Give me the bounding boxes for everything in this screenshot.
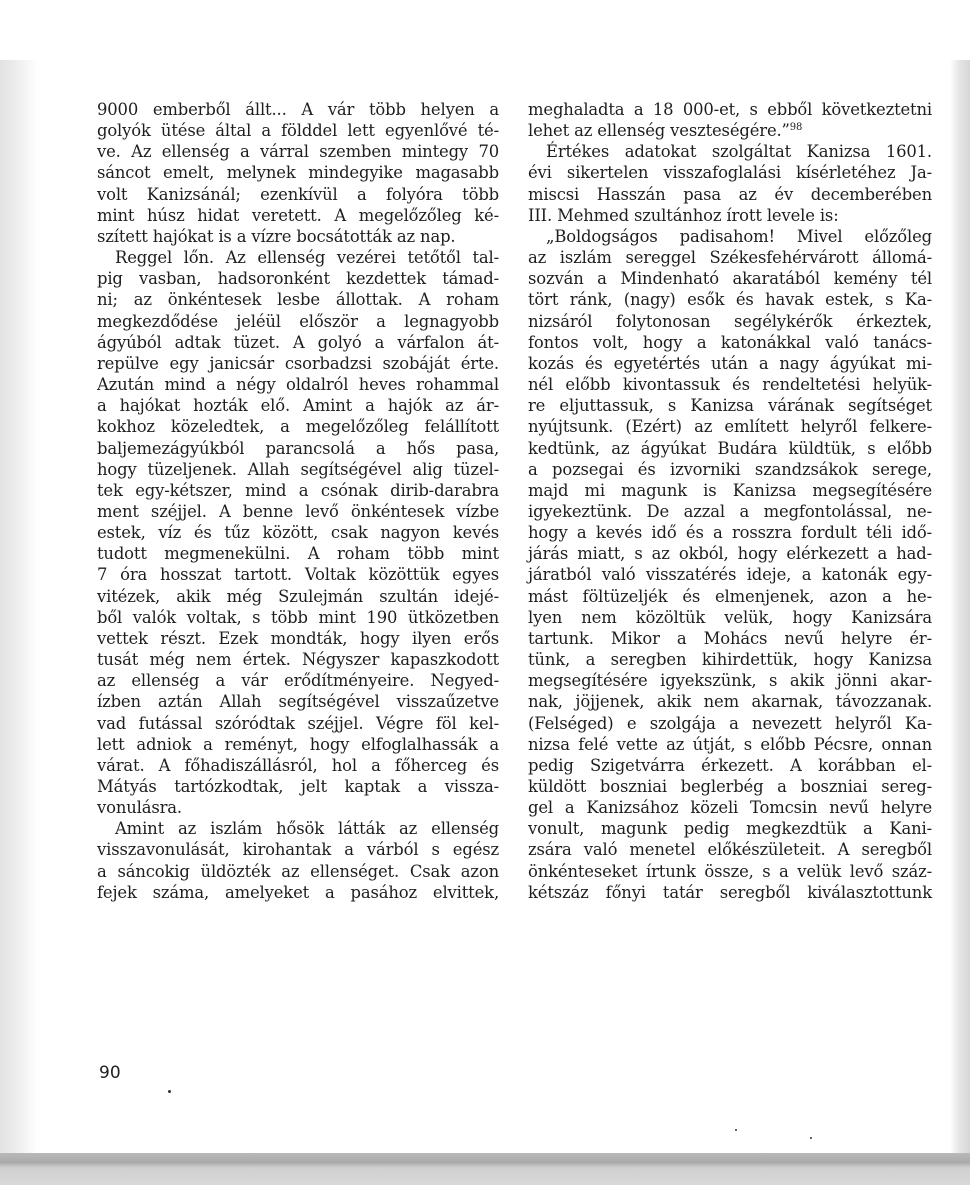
text-line	[97, 205, 499, 226]
text-line	[528, 311, 932, 332]
text-line	[97, 839, 499, 860]
text-line	[528, 649, 932, 670]
text-line	[528, 205, 932, 226]
scan-speck	[735, 1129, 737, 1131]
text-line	[528, 501, 932, 522]
text-line	[528, 226, 932, 247]
text-line-content: várat. A főhadiszállásról, hol a főherceg és	[97, 755, 499, 775]
text-line	[97, 522, 499, 543]
text-line-content: vonult, magunk pedig megkezdtük a Kani-	[528, 819, 932, 839]
text-line	[97, 882, 499, 903]
text-line	[528, 141, 932, 162]
text-line	[97, 755, 499, 776]
text-line	[97, 501, 499, 522]
text-line	[528, 818, 932, 839]
text-line	[528, 374, 932, 395]
text-line-content: kozás és egyetértés után a nagy ágyúkat mi-	[528, 353, 932, 373]
text-line-content: kétszáz főnyi tatár seregből kiválasztottunk	[528, 882, 932, 902]
text-line	[528, 268, 932, 289]
text-line	[97, 268, 499, 289]
text-line	[528, 734, 932, 755]
text-line	[528, 395, 932, 416]
text-line-content: kokhoz közeledtek, a megelőzőleg felállított	[97, 417, 499, 437]
text-line	[97, 543, 499, 564]
text-line	[97, 459, 499, 480]
text-line-content: mást föltüzeljék és elmenjenek, azon a he-	[528, 586, 932, 606]
text-line	[528, 882, 932, 903]
text-line	[97, 311, 499, 332]
text-line-content: hogy a kevés idő és a rosszra fordult téli idő-	[528, 523, 932, 543]
text-line	[528, 797, 932, 818]
text-line-content: baljemezágyúkból parancsolá a hős pasa,	[97, 438, 499, 458]
text-line	[97, 818, 499, 839]
text-line-content: tartunk. Mikor a Mohács nevű helyre ér-	[528, 628, 932, 648]
text-line	[528, 353, 932, 374]
text-line-content: tört ránk, (nagy) esők és havak estek, s Ka-	[528, 290, 932, 310]
text-line-content: estek, víz és tűz között, csak nagyon kevés	[97, 523, 499, 543]
scan-shadow-right	[950, 60, 970, 1170]
text-line-content: évi sikertelen visszafoglalási kísérletéhez Ja-	[528, 163, 932, 183]
text-line	[97, 184, 499, 205]
text-line-content: ből valók voltak, s több mint 190 ütközetben	[97, 607, 499, 627]
left-text-column	[97, 99, 499, 903]
text-line-content: az ellenség a vár erődítményeire. Negyed-	[97, 671, 499, 691]
text-line-content: zsára való menetel előkészületeit. A seregből	[528, 840, 932, 860]
text-line-content: vettek részt. Ezek mondták, hogy ilyen erős	[97, 628, 499, 648]
text-line-content: nél előbb kivontassuk és rendeltetési helyük-	[528, 375, 932, 395]
text-line-content: 7 óra hosszat tartott. Voltak közöttük egyes	[97, 565, 499, 585]
text-line	[97, 691, 499, 712]
footnote-marker: 98	[789, 122, 803, 134]
text-line-content: tusát még nem értek. Négyszer kapaszkodott	[97, 650, 499, 670]
text-line-content: megsegítésére igyekszünk, s akik jönni akar-	[528, 671, 932, 691]
text-line-content: járatból való visszatérés ideje, a katonák egy-	[528, 565, 932, 585]
text-line-content: vonulásra.	[97, 798, 182, 818]
text-line-content: III. Mehmed szultánhoz írott levele is:	[528, 205, 839, 225]
text-line-content: Reggel lőn. Az ellenség vezérei tetőtől tal-	[115, 248, 499, 268]
text-line	[528, 607, 932, 628]
text-line	[528, 586, 932, 607]
text-line-content: ve. Az ellenség a várral szemben mintegy 70	[97, 142, 499, 162]
text-line	[528, 162, 932, 183]
text-line	[97, 797, 499, 818]
text-line-content: miscsi Hasszán pasa az év decemberében	[528, 184, 932, 204]
text-line-content: visszavonulását, kirohantak a várból s egész	[97, 840, 499, 860]
text-line	[97, 713, 499, 734]
text-line	[528, 776, 932, 797]
text-line-content: ment széjjel. A benne levő önkéntesek vízbe	[97, 501, 499, 521]
text-line-content: fejek száma, amelyeket a pasához elvittek,	[97, 882, 499, 902]
text-line	[97, 734, 499, 755]
text-line	[528, 839, 932, 860]
scan-speck	[168, 1090, 171, 1093]
text-line-content: tudott megmenekülni. A roham több mint	[97, 544, 499, 564]
text-line	[528, 628, 932, 649]
text-line	[97, 564, 499, 585]
text-line-content: önkénteseket írtunk össze, s a velük levő száz-	[528, 861, 932, 881]
text-line	[528, 564, 932, 585]
text-line-content: golyók ütése által a földdel lett egyenlővé té-	[97, 121, 499, 141]
text-line-content: küldött boszniai beglerbég a boszniai sereg-	[528, 777, 932, 796]
text-line	[528, 459, 932, 480]
text-line	[97, 374, 499, 395]
scan-speck	[810, 1137, 812, 1139]
text-line-content: kedtünk, az ágyúkat Budára küldtük, s előbb	[528, 438, 932, 458]
text-line-content: tek egy-kétszer, mind a csónak dirib-darabra	[97, 480, 499, 500]
text-line-content: tünk, a seregben kihirdettük, hogy Kanizsa	[528, 650, 932, 670]
text-line	[528, 332, 932, 353]
text-line-content: pedig Szigetvárra érkezett. A korábban el-	[528, 755, 932, 775]
text-line-content: Azután mind a négy oldalról heves rohammal	[97, 375, 499, 395]
text-line-content: Értékes adatokat szolgáltat Kanizsa 1601.	[546, 142, 932, 162]
text-line	[97, 628, 499, 649]
text-line	[97, 607, 499, 628]
text-line-content: re eljuttassuk, s Kanizsa várának segítséget	[528, 396, 932, 416]
text-line	[528, 247, 932, 268]
text-line-content: Amint az iszlám hősök látták az ellenség	[115, 819, 499, 839]
text-line	[528, 861, 932, 882]
page-number: 90	[99, 1063, 121, 1083]
text-line-content: ni; az önkéntesek lesbe állottak. A roham	[97, 290, 499, 310]
text-line	[97, 332, 499, 353]
text-line	[528, 99, 932, 120]
text-line-content: 9000 emberből állt... A vár több helyen a	[97, 100, 499, 119]
text-line-content: Mátyás tartózkodtak, jelt kaptak a vissza-	[97, 777, 499, 796]
text-line-content: ágyúból adtak tüzet. A golyó a várfalon át-	[97, 332, 499, 352]
scan-shadow-left	[0, 60, 38, 1160]
scan-shadow-bottom	[0, 1153, 970, 1185]
text-line-content: mint húsz hidat veretett. A megelőzőleg ké-	[97, 205, 499, 225]
text-line-content: lehet az ellenség veszteségére.”	[528, 121, 790, 141]
right-text-column	[528, 99, 932, 903]
text-line-content: volt Kanizsánál; ezenkívül a folyóra több	[97, 184, 499, 204]
text-line-content: pig vasban, hadsoronként kezdettek támad-	[97, 269, 499, 289]
text-line-content: „Boldogságos padisahom! Mivel előzőleg	[546, 226, 932, 246]
text-line-content: repülve egy janicsár csorbadzsi szobáját érte.	[97, 353, 499, 373]
text-line-content: fontos volt, hogy a katonákkal való tanács-	[528, 332, 932, 352]
text-line-content: a hajókat hozták elő. Amint a hajók az ár-	[97, 396, 499, 416]
text-line	[528, 438, 932, 459]
text-line-content: hogy tüzeljenek. Allah segítségével alig tüzel-	[97, 459, 499, 479]
text-line-content: az iszlám sereggel Székesfehérvárott állomá-	[528, 248, 932, 268]
text-line-content: lett adniok a reményt, hogy elfoglalhassák a	[97, 734, 499, 754]
text-line	[528, 713, 932, 734]
text-line	[97, 247, 499, 268]
text-line	[97, 480, 499, 501]
text-line-content: nak, jöjjenek, akik nem akarnak, távozzanak.	[528, 692, 932, 712]
text-line	[97, 226, 499, 247]
text-line	[97, 289, 499, 310]
text-line	[528, 184, 932, 205]
text-line-content: (Felséged) e szolgája a nevezett helyről Ka-	[528, 713, 932, 733]
text-line-content: sáncot emelt, melynek mindegyike magasabb	[97, 163, 499, 183]
text-line-content: szített hajókat is a vízre bocsátották az nap.	[97, 226, 456, 246]
text-line	[97, 776, 499, 797]
text-line-content: vad futással szóródtak széjjel. Végre föl kel-	[97, 713, 499, 733]
text-line-content: nyújtsunk. (Ezért) az említett helyről felkere-	[528, 417, 932, 437]
text-line	[528, 416, 932, 437]
text-line	[97, 353, 499, 374]
text-line	[97, 99, 499, 120]
text-line-content: nizsáról folytonosan segélykérők érkeztek,	[528, 311, 932, 331]
text-line-content: a pozsegai és izvorniki szandzsákok serege,	[528, 459, 932, 479]
text-line	[528, 522, 932, 543]
text-line	[528, 289, 932, 310]
text-line-content: a sáncokig üldözték az ellenséget. Csak azon	[97, 861, 499, 881]
text-line	[528, 120, 932, 141]
text-line-content: sozván a Mindenható akaratából kemény tél	[528, 269, 932, 289]
text-line	[528, 543, 932, 564]
text-line-content: majd mi magunk is Kanizsa megsegítésére	[528, 480, 932, 500]
text-line	[528, 480, 932, 501]
text-line	[97, 649, 499, 670]
text-line	[97, 395, 499, 416]
text-line	[97, 416, 499, 437]
text-line	[97, 162, 499, 183]
text-line-content: lyen nem közöltük velük, hogy Kanizsára	[528, 607, 932, 627]
text-line	[97, 670, 499, 691]
text-line-content: igyekeztünk. De azzal a megfontolással, ne-	[528, 501, 932, 521]
text-line-content: meghaladta a 18 000-et, s ebből következtetni	[528, 100, 932, 119]
text-line-content: megkezdődése jeléül először a legnagyobb	[97, 311, 499, 331]
text-line-content: ízben aztán Allah segítségével visszaűzetve	[97, 692, 499, 712]
text-line-content: vitézek, akik még Szulejmán szultán idejé-	[97, 586, 499, 606]
text-line-content: nizsa felé vette az útját, s előbb Pécsre, onnan	[528, 734, 932, 754]
text-line	[97, 120, 499, 141]
text-line	[97, 586, 499, 607]
text-line	[97, 141, 499, 162]
text-line	[97, 861, 499, 882]
text-line	[97, 438, 499, 459]
text-line-content: járás miatt, s az okból, hogy elérkezett a had-	[528, 544, 932, 564]
text-line	[528, 755, 932, 776]
text-line-content: gel a Kanizsához közeli Tomcsin nevű helyre	[528, 798, 932, 818]
text-line	[528, 670, 932, 691]
text-line	[528, 691, 932, 712]
